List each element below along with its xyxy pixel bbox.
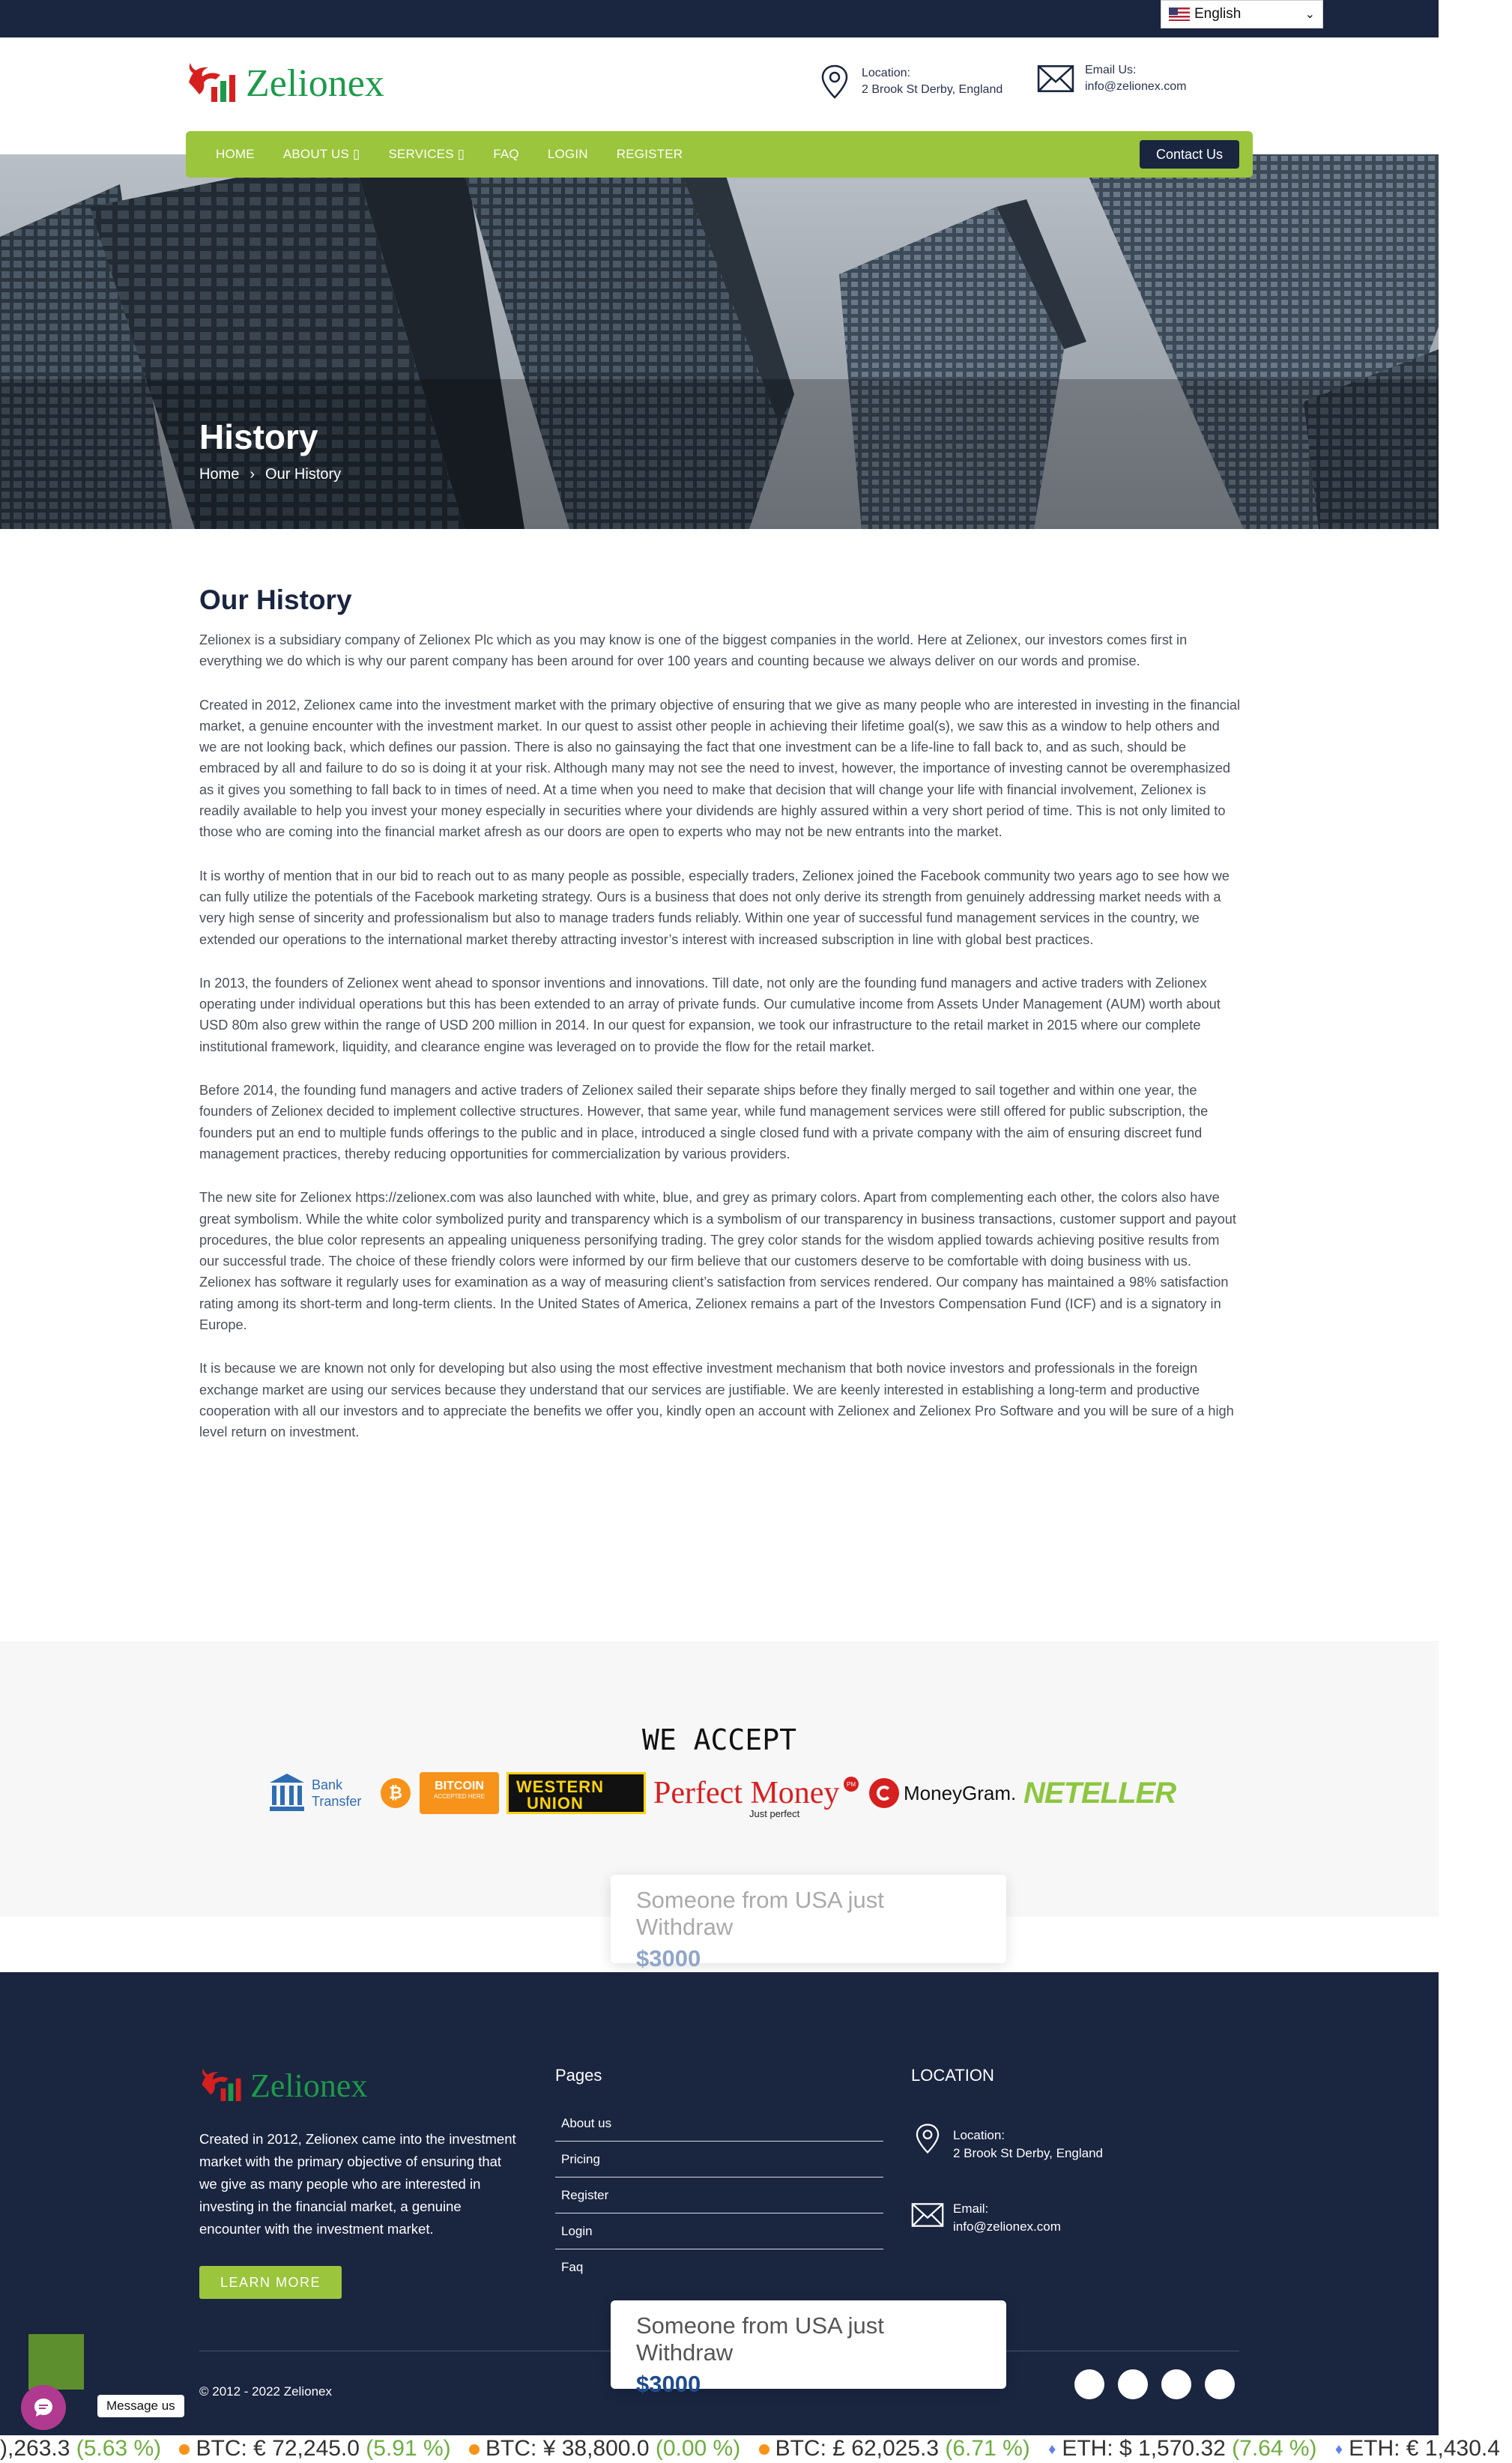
footer-link-login[interactable]: Login xyxy=(555,2213,883,2249)
email-label: Email Us: xyxy=(1085,64,1137,76)
ticker-item: ♦ ETH: $ 1,570.32 (7.64 %) xyxy=(1048,2435,1316,2463)
moneygram-text: MoneyGram. xyxy=(904,1781,1017,1804)
header-location xyxy=(818,63,1003,100)
main-nav xyxy=(186,131,1253,178)
footer-logo[interactable] xyxy=(199,2066,367,2105)
footer-email xyxy=(911,2198,1061,2236)
crypto-ticker xyxy=(0,2435,1500,2462)
western-union-logo xyxy=(506,1767,646,1819)
bitcoin-line2: ACCEPTED HERE xyxy=(433,1793,485,1800)
header-email xyxy=(1037,63,1186,94)
pm-word2: Money xyxy=(750,1776,840,1810)
history-paragraph: Zelionex is a subsidiary company of Zelionex Plc which as you may know is one of the biggest companies in the world. Here at Zelionex, our investors comes first in everything we do which is why our parent company has been around for over 100 years and counting because we always deliver on our words and promise. xyxy=(199,632,1188,669)
location-label: Location: xyxy=(862,67,910,79)
bull-logo-icon xyxy=(199,2066,247,2105)
social-icon[interactable] xyxy=(1074,2369,1104,2399)
copyright: © 2012 - 2022 Zelionex xyxy=(199,2384,332,2399)
social-icon[interactable] xyxy=(1205,2369,1235,2399)
map-pin-icon xyxy=(818,63,851,100)
us-flag-icon xyxy=(1169,7,1190,21)
ticker-item: ♦ ETH: € 1,430.4 xyxy=(1335,2435,1500,2463)
chevron-down-icon: ⌄ xyxy=(1304,8,1315,21)
history-paragraph: It is because we are known not only for developing but also using the most effective investment mechanism that both novice investors and professionals in the foreign exchange market are using our services because they understand that our services are justifiable. We are keenly interested in establishing a long-term and productive cooperation with all our investors and to appreciate the benefits we offer you, kindly open an account with Zelionex and Zelionex Pro Software and you will be sure of a high level return on investment. xyxy=(199,1361,1234,1440)
ticker-item: BTC: ¥ 38,800.0 (0.00 %) xyxy=(469,2435,740,2462)
social-links xyxy=(1074,2369,1235,2399)
bitcoin-line1: BITCOIN xyxy=(435,1780,484,1792)
footer-email-value[interactable]: info@zelionex.com xyxy=(953,2219,1061,2234)
western-line1: WESTERN xyxy=(516,1777,604,1796)
pm-word1: Perfect xyxy=(653,1776,743,1810)
accept-title: WE ACCEPT xyxy=(642,1723,796,1756)
nav-services[interactable]: SERVICES ▯ xyxy=(388,147,465,161)
history-paragraph: It is worthy of mention that in our bid to reach out to as many people as possible, especially traders, Zelionex joined the Facebook community two years ago to see how we can fully utilize the potentials of the Facebook marketing strategy. Ours is a business that does not only derive its strength from genuinely addressing market needs with a very high sense of sincerity and professionalism but also to manage traders funds reliably. Within one year of successful fund management services in the country, we extended our operations to the international market thereby attracting investor’s interest with increased subscription in line with global best practices. xyxy=(199,868,1230,947)
footer-about: Created in 2012, Zelionex came into the investment market with the primary objective of ensuring that we give as many people who are interested in investing in the financial market, a genuine encounter with the investment market. xyxy=(199,2131,516,2237)
notification-message: Someone from USA just Withdraw xyxy=(636,2312,884,2366)
site-logo[interactable] xyxy=(186,60,384,106)
footer-location-value: 2 Brook St Derby, England xyxy=(953,2146,1104,2160)
top-bar xyxy=(0,0,1439,37)
perfect-money-logo xyxy=(653,1767,856,1819)
language-label: English xyxy=(1194,6,1242,22)
chat-icon xyxy=(32,2396,55,2419)
nav-register[interactable]: REGISTER xyxy=(616,147,683,161)
bitcoin-icon xyxy=(469,2444,480,2455)
footer-link-pricing[interactable]: Pricing xyxy=(555,2142,883,2178)
envelope-icon xyxy=(911,2198,944,2231)
breadcrumb xyxy=(199,466,341,483)
ticker-item: BTC: € 72,245.0 (5.91 %) xyxy=(179,2435,450,2462)
notification-message: Someone from USA just Withdraw xyxy=(636,1887,884,1940)
footer-pages-list xyxy=(555,2106,883,2285)
neteller-text: NETELLER xyxy=(1023,1776,1176,1810)
withdraw-notification xyxy=(611,1875,1006,1971)
moneygram-logo xyxy=(869,1767,1016,1819)
history-paragraph: In 2013, the founders of Zelionex went ahead to sponsor inventions and innovations. Till date, not only are the founding fund managers and active traders with Zelionex operating under individual operations but this has been extended to an array of private funds. Our cumulative income from Assets Under Management (AUM) worth about USD 80m also grew within the range of USD 200 million in 2014. In our quest for expansion, we took our infrastructure to the retail market in 2015 where our complete institutional framework, liquidity, and clearance engine was leveraged on to provide the flow for the retail market. xyxy=(199,975,1221,1054)
bitcoin-icon: ₿ xyxy=(381,1778,411,1808)
bank-icon xyxy=(268,1772,306,1814)
envelope-icon xyxy=(1037,63,1074,94)
map-pin-icon xyxy=(911,2122,944,2155)
bitcoin-icon xyxy=(759,2444,769,2455)
history-content xyxy=(199,584,1241,1466)
chat-button[interactable] xyxy=(21,2385,66,2430)
chat-widget-backdrop xyxy=(28,2334,84,2390)
bank-transfer-logo xyxy=(268,1767,361,1819)
withdraw-notification xyxy=(611,2300,1006,2397)
history-paragraph: Created in 2012, Zelionex came into the investment market with the primary objective of ensuring that we give as many people who are interested in investing in the financial market, a genuine encounter with the investment market. In our quest to assist other people in achieving their lifetime goal(s), we saw this as a window to help others and we are not looking back, which defines our passion. There is also no gainsaying the fact that one investment can be a life-line to fall back to, and as such, should be embraced by all and failure to do so is doing it at your risk. Although many may not see the need to invest, however, the importance of investing cannot be overemphasized as it gives you something to fall back to in times of need. At a time when you need to make that decision that will change your life with financial involvement, Zelionex is readily available to help you invest your money especially in securities where your dividends are highly assured within a very short period of time. This is not only limited to those who are coming into the financial market afresh as our doors are open to experts who may not be new entrants into the market. xyxy=(199,697,1241,840)
language-select[interactable] xyxy=(1161,0,1323,28)
nav-home[interactable]: HOME xyxy=(216,147,255,161)
bitcoin-accepted-logo xyxy=(381,1767,499,1819)
nav-faq[interactable]: FAQ xyxy=(493,147,519,161)
ticker-item: ),263.3 (5.63 %) xyxy=(0,2436,162,2461)
neteller-logo xyxy=(1023,1767,1176,1819)
notification-amount: $3000 xyxy=(636,1945,701,1971)
bank-line2: Transfer xyxy=(312,1794,362,1809)
moneygram-icon xyxy=(869,1778,899,1808)
western-line2: UNION xyxy=(527,1794,584,1813)
email-value[interactable]: info@zelionex.com xyxy=(1085,80,1187,93)
pages-heading: Pages xyxy=(555,2066,602,2085)
ethereum-icon: ♦ xyxy=(1048,2441,1056,2459)
page-title: History xyxy=(199,417,318,456)
footer-link-about-us[interactable]: About us xyxy=(555,2106,883,2142)
footer-link-faq[interactable]: Faq xyxy=(561,2260,584,2274)
learn-more-button[interactable]: LEARN MORE xyxy=(199,2266,342,2299)
footer-link-register[interactable]: Register xyxy=(555,2178,883,2213)
bank-line1: Bank xyxy=(312,1777,343,1792)
pm-badge: PM xyxy=(844,1777,859,1792)
nav-login[interactable]: LOGIN xyxy=(547,147,588,161)
history-paragraph: Before 2014, the founding fund managers and active traders of Zelionex sailed their separate ships before they finally merged to sail together and within one year, the founders of Zelionex decided to implement collective structures. However, that same year, while fund management services were still offered for public subscription, the founders put an end to multiple funds offerings to the public and in place, introduced a single closed fund with a private company with the aim of ensuring discreet fund management practices, thereby reducing opportunities for commercialization by various providers. xyxy=(199,1083,1209,1161)
hero-banner xyxy=(0,154,1439,529)
social-icon[interactable] xyxy=(1118,2369,1148,2399)
pm-sub: Just perfect xyxy=(749,1808,800,1819)
history-paragraph: The new site for Zelionex https://zelionex.com was also launched with white, blue, and grey as primary colors. Apart from complementing each other, the colors also have great symbolism. While the white color symbolized purity and transparency which is a symbolism of our transparency in business transactions, customer support and payout procedures, the blue color represents an appealing uniqueness personifying trading. The grey color stands for the wisdom applied towards achieving positive results from our successful trade. The choice of these friendly colors were informed by our firm believe that our customers deserve to be comfortable with doing business with us. Zelionex has software it regularly uses for examination as a way of measuring client’s satisfaction from services rendered. Our company has maintained a 98% satisfaction rating among its short-term and long-term clients. In the United States of America, Zelionex remains a part of the Investors Compensation Fund (ICF) and is a signatory in Europe. xyxy=(199,1190,1236,1333)
ethereum-icon: ♦ xyxy=(1334,2441,1343,2459)
footer-brand-name: Zelionex xyxy=(250,2067,368,2104)
notification-amount: $3000 xyxy=(636,2371,701,2397)
breadcrumb-separator-icon: › xyxy=(250,466,255,483)
breadcrumb-current: Our History xyxy=(265,466,342,483)
brand-name: Zelionex xyxy=(246,61,384,105)
footer-email-label: Email: xyxy=(953,2201,989,2216)
contact-us-button[interactable]: Contact Us xyxy=(1140,140,1239,169)
ticker-item: BTC: £ 62,025.3 (6.71 %) xyxy=(759,2435,1030,2462)
chat-label[interactable]: Message us xyxy=(97,2395,184,2417)
nav-about-us[interactable]: ABOUT US ▯ xyxy=(282,147,360,161)
bull-logo-icon xyxy=(186,60,243,106)
footer-location xyxy=(911,2122,1103,2163)
location-value: 2 Brook St Derby, England xyxy=(862,83,1003,96)
footer-location-label: Location: xyxy=(953,2128,1005,2142)
location-heading: LOCATION xyxy=(911,2066,994,2085)
bitcoin-icon xyxy=(179,2444,190,2455)
breadcrumb-home[interactable]: Home xyxy=(199,466,240,483)
social-icon[interactable] xyxy=(1161,2369,1191,2399)
section-heading: Our History xyxy=(199,584,352,615)
